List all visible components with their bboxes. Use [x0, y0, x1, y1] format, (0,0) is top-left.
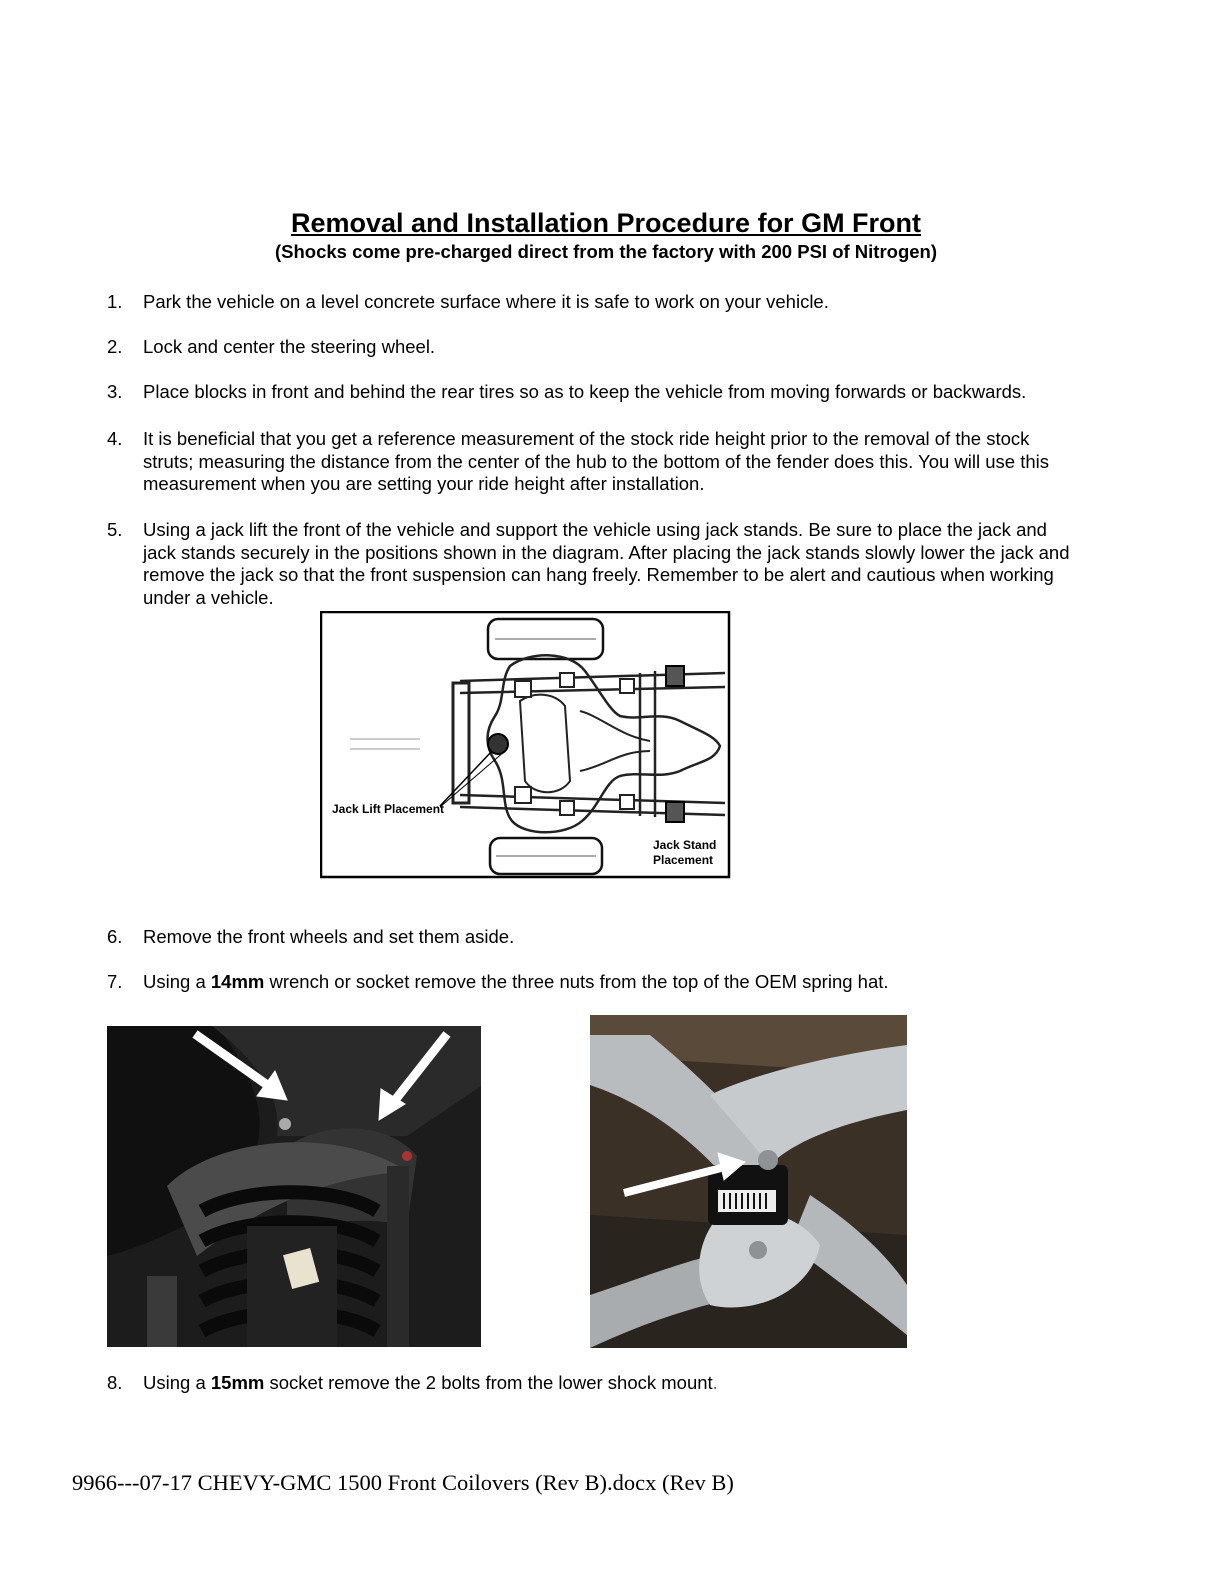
step-number: 2. — [107, 336, 123, 357]
jack-lift-label: Jack Lift Placement — [332, 802, 445, 816]
step-number: 4. — [107, 428, 123, 449]
document-footer: 9966---07-17 CHEVY-GMC 1500 Front Coilovers (Rev B).docx (Rev B) — [72, 1470, 734, 1495]
step-text: Using a 14mm wrench or socket remove the three nuts from the top of the OEM spring hat. — [143, 971, 889, 992]
jack-stand-label-line2: Placement — [653, 853, 714, 867]
step-text — [143, 519, 1143, 609]
tool-size: 15mm — [210, 1372, 265, 1393]
step-line: measurement when you are setting your ride height after installation. — [143, 473, 705, 494]
step-line: jack stands securely in the positions shown in the diagram. After placing the jack stands slowly lower the jack and — [143, 541, 1070, 563]
step-line: It is beneficial that you get a reference measurement of the stock ride height prior to the removal of the stock — [143, 428, 1030, 449]
step-text: Lock and center the steering wheel. — [143, 336, 436, 357]
step-text: Remove the front wheels and set them aside. — [143, 926, 515, 947]
step-line: Using a jack lift the front of the vehicle and support the vehicle using jack stands. Be sure to place the jack and — [143, 519, 1047, 540]
photo-shock-top-nut — [590, 1015, 907, 1348]
photo-spring-hat-nuts — [107, 1026, 481, 1347]
jack-stand-label-line1: Jack Stand — [653, 838, 717, 852]
step-text: Using a 15mm socket remove the 2 bolts from the lower shock mount. — [143, 1372, 718, 1393]
step-number: 3. — [107, 381, 123, 402]
jack-stand-pad-bottom — [666, 802, 684, 822]
step-text: Park the vehicle on a level concrete surface where it is safe to work on your vehicle. — [143, 291, 829, 312]
step-line: remove the jack so that the front suspension can hang freely. Remember to be alert and cautious when working — [143, 564, 1054, 585]
chassis-jack-diagram — [320, 611, 731, 879]
page-subtitle: (Shocks come pre-charged direct from the factory with 200 PSI of Nitrogen) — [274, 241, 938, 262]
step-line: struts; measuring the distance from the center of the hub to the bottom of the fender does this. You will use this — [143, 450, 1049, 472]
step-number: 7. — [107, 971, 123, 992]
step-number: 1. — [107, 291, 123, 312]
step-number: 6. — [107, 926, 123, 947]
tool-size: 14mm — [210, 971, 265, 992]
step-text: Place blocks in front and behind the rear tires so as to keep the vehicle from moving forwards or backwards. — [143, 381, 1027, 402]
step-line: under a vehicle. — [143, 586, 274, 608]
step-text — [143, 428, 1143, 496]
page-title: Removal and Installation Procedure for GM Front — [290, 208, 922, 238]
step-number: 5. — [107, 519, 123, 540]
step-number: 8. — [107, 1372, 123, 1393]
jack-stand-pad-top — [666, 666, 684, 686]
